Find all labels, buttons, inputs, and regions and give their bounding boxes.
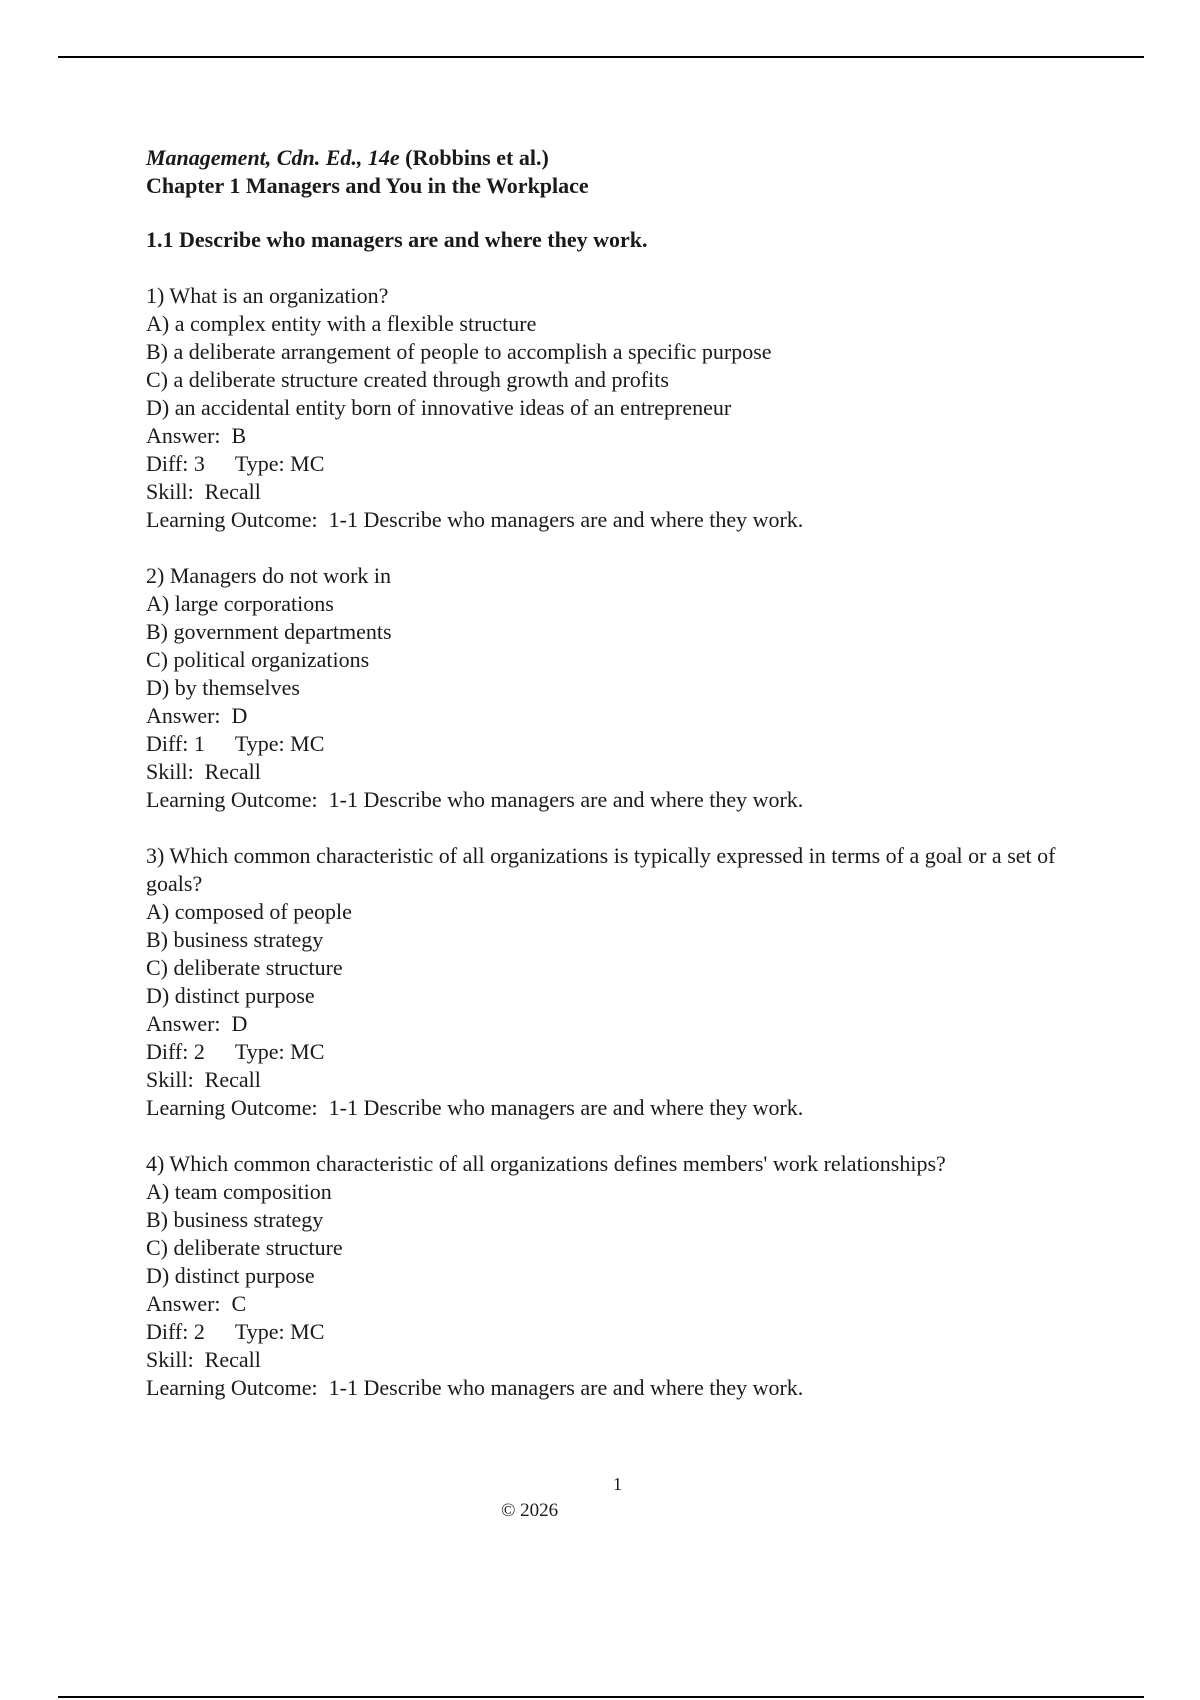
question-prompt: 3) Which common characteristic of all organizations is typically expressed in terms of a goal or a set of goals? bbox=[146, 843, 1061, 896]
top-rule bbox=[58, 56, 1144, 58]
difficulty: Diff: 3 bbox=[146, 451, 205, 476]
option-c: C) deliberate structure bbox=[146, 1235, 343, 1260]
skill: Skill: Recall bbox=[146, 759, 261, 784]
bottom-rule bbox=[58, 1696, 1144, 1698]
skill: Skill: Recall bbox=[146, 1067, 261, 1092]
learning-outcome: Learning Outcome: 1-1 Describe who managers are and where they work. bbox=[146, 507, 804, 532]
option-b: B) business strategy bbox=[146, 1207, 324, 1232]
question-4 bbox=[146, 1150, 1106, 1402]
page-number: 1 bbox=[613, 1474, 622, 1494]
question-type: Type: MC bbox=[234, 451, 325, 476]
difficulty: Diff: 1 bbox=[146, 731, 205, 756]
question-type: Type: MC bbox=[234, 731, 325, 756]
learning-outcome: Learning Outcome: 1-1 Describe who managers are and where they work. bbox=[146, 1095, 804, 1120]
skill: Skill: Recall bbox=[146, 1347, 261, 1372]
option-a: A) a complex entity with a flexible structure bbox=[146, 311, 537, 336]
option-c: C) political organizations bbox=[146, 647, 370, 672]
difficulty-type bbox=[146, 730, 1106, 758]
book-header bbox=[146, 144, 1106, 172]
option-a: A) large corporations bbox=[146, 591, 334, 616]
option-d: D) an accidental entity born of innovative ideas of an entrepreneur bbox=[146, 395, 732, 420]
question-type: Type: MC bbox=[234, 1039, 325, 1064]
skill: Skill: Recall bbox=[146, 479, 261, 504]
option-d: D) distinct purpose bbox=[146, 983, 315, 1008]
option-a: A) team composition bbox=[146, 1179, 332, 1204]
question-prompt: 4) Which common characteristic of all organizations defines members' work relationships? bbox=[146, 1151, 946, 1176]
difficulty-type bbox=[146, 1318, 1106, 1346]
chapter-title: Chapter 1 Managers and You in the Workplace bbox=[146, 173, 589, 198]
document-body bbox=[146, 144, 1106, 1402]
difficulty: Diff: 2 bbox=[146, 1039, 205, 1064]
answer: Answer: B bbox=[146, 423, 247, 448]
option-d: D) by themselves bbox=[146, 675, 300, 700]
section-heading: 1.1 Describe who managers are and where they work. bbox=[146, 227, 648, 252]
question-prompt: 2) Managers do not work in bbox=[146, 563, 392, 588]
option-d: D) distinct purpose bbox=[146, 1263, 315, 1288]
book-title: Management, Cdn. Ed., 14e bbox=[146, 145, 400, 170]
option-b: B) a deliberate arrangement of people to accomplish a specific purpose bbox=[146, 339, 772, 364]
difficulty-type bbox=[146, 450, 1106, 478]
question-prompt: 1) What is an organization? bbox=[146, 283, 389, 308]
learning-outcome: Learning Outcome: 1-1 Describe who managers are and where they work. bbox=[146, 787, 804, 812]
difficulty-type bbox=[146, 1038, 1106, 1066]
answer: Answer: D bbox=[146, 703, 248, 728]
answer: Answer: D bbox=[146, 1011, 248, 1036]
learning-outcome: Learning Outcome: 1-1 Describe who managers are and where they work. bbox=[146, 1375, 804, 1400]
book-authors: (Robbins et al.) bbox=[405, 145, 549, 170]
option-c: C) a deliberate structure created through growth and profits bbox=[146, 367, 669, 392]
option-b: B) government departments bbox=[146, 619, 392, 644]
question-type: Type: MC bbox=[234, 1319, 325, 1344]
question-1 bbox=[146, 282, 1106, 534]
question-3 bbox=[146, 842, 1106, 1122]
copyright-notice: © 2026 bbox=[501, 1500, 559, 1521]
option-c: C) deliberate structure bbox=[146, 955, 343, 980]
option-a: A) composed of people bbox=[146, 899, 352, 924]
question-2 bbox=[146, 562, 1106, 814]
option-b: B) business strategy bbox=[146, 927, 324, 952]
answer: Answer: C bbox=[146, 1291, 247, 1316]
difficulty: Diff: 2 bbox=[146, 1319, 205, 1344]
